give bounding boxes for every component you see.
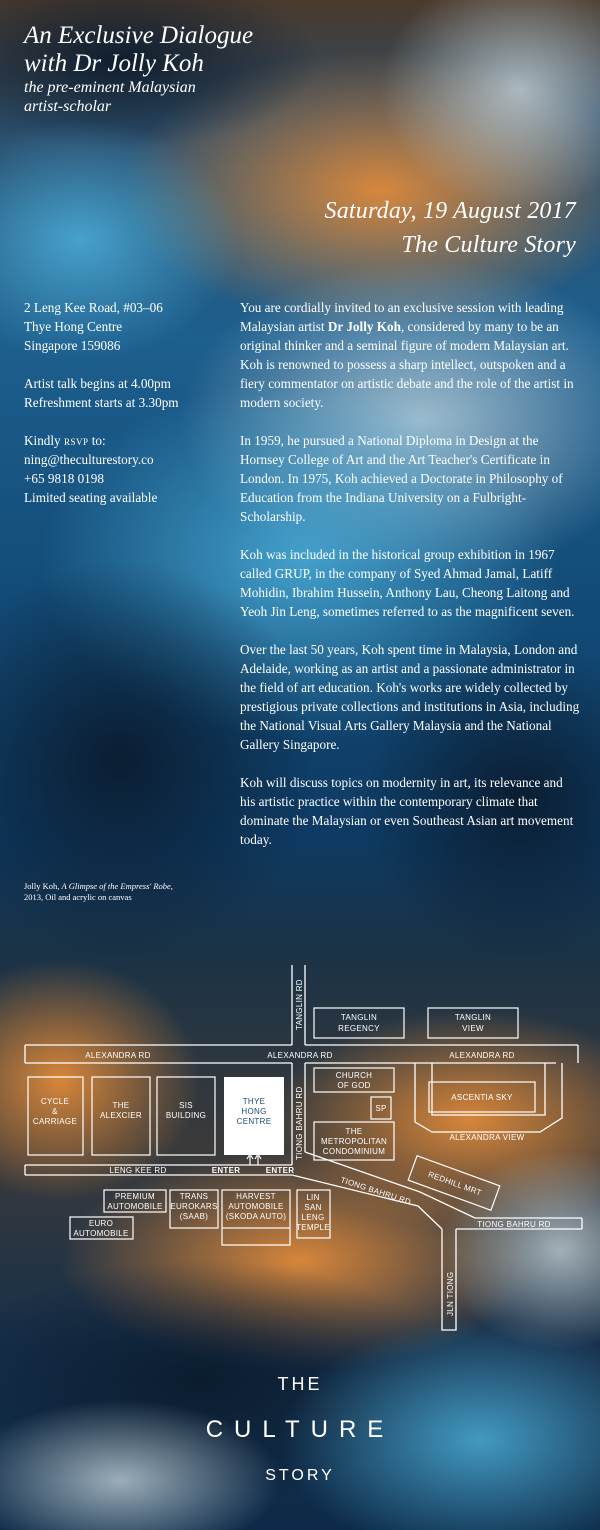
paragraph-2: In 1959, he pursued a National Diploma in Design at the Hornsey College of Art and the Art Teacher's Certificate in London. In 1975, Koh achieved a Doctorate in Philosophy of Education from the Indiana University on a Fulbright-Scholarship. (240, 433, 563, 524)
talk-time: Artist talk begins at 4.00pm (24, 376, 171, 391)
map-label-church-2: OF GOD (337, 1081, 371, 1090)
caption-work: A Glimpse of the Empress' Robe, (61, 881, 173, 891)
title-line-2: with Dr Jolly Koh (24, 50, 204, 77)
logo-line-the: THE (277, 1374, 323, 1394)
map-label-sp: SP (375, 1104, 387, 1113)
map-label-thye-1: THYE (242, 1097, 266, 1106)
address-line-3: Singapore 159086 (24, 338, 121, 353)
map-label-tiong-bahru-rd-d: TIONG BAHRU RD (339, 1175, 413, 1207)
map-label-harvest-3: (SKODA AUTO) (225, 1212, 287, 1221)
rsvp-email[interactable]: ning@theculturestory.co (24, 452, 154, 467)
map-label-trans-2: EUROKARS (170, 1202, 218, 1211)
cycle-block (28, 1077, 83, 1155)
map-label-metro-1: THE (345, 1127, 363, 1136)
subtitle-line-1: the pre-eminent Malaysian (24, 79, 196, 96)
map-label-alexandra-rd-3: ALEXANDRA RD (449, 1051, 515, 1060)
event-details (24, 298, 234, 526)
map-label-tiong-bahru-rd-h: TIONG BAHRU RD (477, 1220, 551, 1229)
map-label-premium-1: PREMIUM (115, 1192, 155, 1201)
map-label-sis-1: SIS (179, 1101, 193, 1110)
map-label-euro-2: AUTOMOBILE (73, 1229, 129, 1238)
map-label-enter-2: ENTER (265, 1166, 295, 1175)
map-label-leng-kee-rd: LENG KEE RD (109, 1166, 167, 1175)
title-line-1: An Exclusive Dialogue (24, 22, 254, 49)
rsvp-suffix: to: (88, 433, 106, 448)
caption-artist: Jolly Koh, (24, 881, 62, 891)
map-label-alexcier-1: THE (112, 1101, 130, 1110)
event-venue: The Culture Story (401, 232, 576, 258)
map-label-tiong-bahru-rd-v: TIONG BAHRU RD (295, 1086, 304, 1160)
map-label-trans-1: TRANS (179, 1192, 209, 1201)
map-label-harvest-2: AUTOMOBILE (228, 1202, 284, 1211)
logo-line-story: STORY (265, 1467, 335, 1484)
subtitle-line-2: artist-scholar (24, 98, 112, 115)
paragraph-4: Over the last 50 years, Koh spent time in Malaysia, London and Adelaide, working as an artist and a passionate administrator in the field of art education. Koh's works are widely collected by prestigious private collections and institutions in Asia, including the National Visual Arts Gallery Malaysia and the National Gallery Singapore. (240, 642, 580, 752)
paragraph-1-start: You are cordially invited to an exclusive session with leading Malaysian artist (240, 300, 564, 334)
map-label-tanglin-regency-1: TANGLIN (340, 1013, 378, 1022)
thye-hong-centre-block (224, 1077, 284, 1155)
map-label-cycle-1: CYCLE (40, 1097, 70, 1106)
address-line-2: Thye Hong Centre (24, 319, 123, 334)
map-label-euro-1: EURO (88, 1219, 114, 1228)
event-subtitle (24, 78, 196, 116)
map-label-cycle-3: CARRIAGE (32, 1117, 78, 1126)
location-map (0, 960, 600, 1340)
map-label-alexandra-view: ALEXANDRA VIEW (449, 1133, 525, 1142)
map-label-linsan-2: SAN (304, 1203, 322, 1212)
map-label-redhill: REDHILL MRT (426, 1169, 483, 1198)
event-date-block (325, 194, 576, 262)
map-label-enter-1: ENTER (211, 1166, 241, 1175)
artwork-caption (24, 881, 224, 903)
address-line-1: 2 Leng Kee Road, #03–06 (24, 300, 163, 315)
paragraph-5: Koh will discuss topics on modernity in art, its relevance and his artistic practice within the contemporary climate that dominate the Malaysian or even Southeast Asian art movement today. (240, 775, 574, 847)
rsvp-block (24, 431, 234, 507)
paragraph-3: Koh was included in the historical group exhibition in 1967 called GRUP, in the company of Syed Ahmad Jamal, Latiff Mohidin, Ibrahim Hussein, Anthony Lau, Cheong Laitong and Yeoh Jin Leng, sometimes referred to as the magnificent seven. (240, 547, 575, 619)
event-date: Saturday, 19 August 2017 (324, 198, 576, 224)
map-label-tanglin-rd: TANGLIN RD (295, 979, 304, 1030)
map-label-ascentia: ASCENTIA SKY (451, 1093, 513, 1102)
map-label-cycle-2: & (52, 1107, 58, 1116)
map-label-thye-3: CENTRE (236, 1117, 272, 1126)
map-label-metro-2: METROPOLITAN (320, 1137, 388, 1146)
seating-note: Limited seating available (24, 490, 158, 505)
schedule (24, 374, 234, 412)
refreshment-time: Refreshment starts at 3.30pm (24, 395, 179, 410)
caption-details: 2013, Oil and acrylic on canvas (24, 892, 132, 902)
map-label-sis-2: BUILDING (165, 1111, 207, 1120)
map-label-alexandra-rd-2: ALEXANDRA RD (267, 1051, 333, 1060)
map-label-thye-2: HONG (241, 1107, 267, 1116)
rsvp-word: rsvp (63, 433, 89, 448)
rsvp-phone[interactable]: +65 9818 0198 (24, 471, 104, 486)
map-label-tanglin-view-2: VIEW (462, 1024, 484, 1033)
map-label-linsan-3: LENG (301, 1213, 325, 1222)
map-label-alexandra-rd-1: ALEXANDRA RD (85, 1051, 151, 1060)
map-label-jln-tiong: JLN TIONG (446, 1271, 455, 1316)
map-label-metro-3: CONDOMINIUM (322, 1147, 386, 1156)
rsvp-prefix: Kindly (24, 433, 64, 448)
paragraph-1-end: , considered by many to be an original thinker and a seminal figure of modern Malaysian art. Koh is renowned to possess a sharp intellect, outspoken and a fiery commentator on artistic debate and the role of the artist in modern society. (240, 319, 574, 410)
map-label-linsan-4: TEMPLE (296, 1223, 330, 1232)
event-title (24, 22, 253, 78)
map-label-harvest-1: HARVEST (236, 1192, 276, 1201)
artist-name: Dr Jolly Koh (327, 319, 401, 334)
map-label-premium-2: AUTOMOBILE (107, 1202, 163, 1211)
paragraph-1 (240, 298, 580, 412)
logo-line-culture: CULTURE (205, 1416, 395, 1443)
map-label-tanglin-regency-2: REGENCY (338, 1024, 380, 1033)
map-label-tanglin-view-1: TANGLIN (454, 1013, 492, 1022)
invitation-body (240, 298, 580, 868)
map-label-trans-3: (SAAB) (179, 1212, 209, 1221)
map-label-linsan-1: LIN (306, 1193, 320, 1202)
map-label-alexcier-2: ALEXCIER (100, 1111, 142, 1120)
address (24, 298, 234, 355)
map-label-church-1: CHURCH (335, 1071, 373, 1080)
